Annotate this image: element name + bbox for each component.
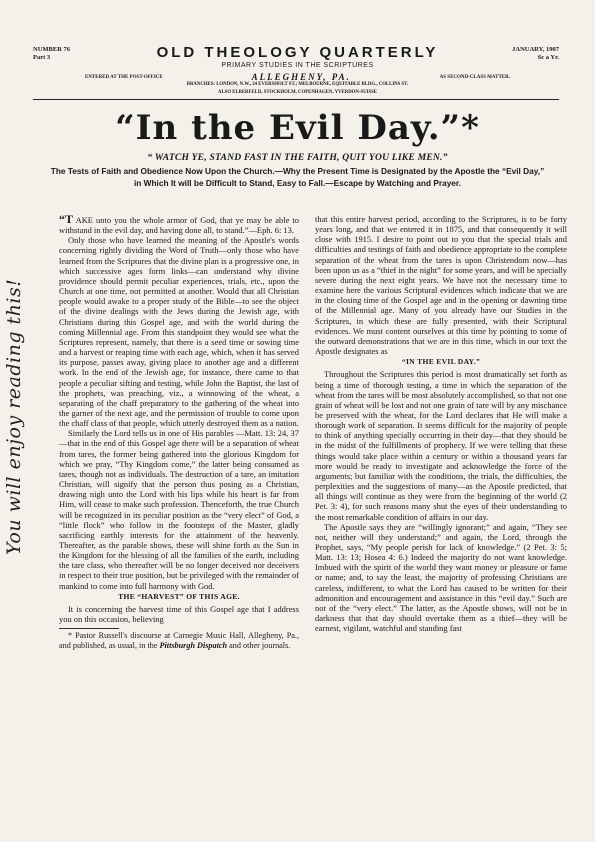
postal-line: [85, 72, 510, 82]
opening-text: AKE unto you the whole armor of God, that ye may be able to withstand in the evil day, and having done all, to stand.”—Eph. 6: 13.: [59, 215, 299, 236]
city-name: ALLEGHENY, PA.: [251, 72, 351, 82]
masthead-divider: [33, 99, 559, 100]
paragraph: Only those who have learned the meaning of the Apostle's words concerning rightly dividing the Word of Truth—only those who have learned from the Scriptures that the divine plan is a progressive one, in which successive ages form links—can understand why divine providence should permit peculiar experiences, trials, etc., upon the Church at one time, not permitted at another. Would that all Christian people would awake to a proper study of the Bible—to see the object of the divine dealings with the Jews during the Jewish age, with Christians during this Gospel age, and with the world during the coming Millennial age. From this standpoint they would see what the Scriptures represent, namely, that there is a seed time or sowing time and a harvest or reaping time with each age, which, when it has served its purpose, passes away, giving place to another age and a different work. In the end of the Jewish age, for instance, there came to that people a peculiar sifting and testing, while John the Baptist, the last of the prophets, was preaching, viz., a winnowing of the wheat, a separating of the chaff preparatory to the gathering of the wheat into the garner of the next age, and the permission of trouble to come upon the chaff class of that people, which utterly destroyed them as a nation.: [59, 235, 299, 429]
footnote-divider: [59, 628, 119, 629]
opening-paragraph: [59, 214, 299, 235]
footnote-newspaper: Pittsburgh Dispatch: [159, 641, 228, 651]
publication-title: OLD THEOLOGY QUARTERLY: [156, 44, 439, 61]
issue-number: NUMBER 76: [33, 46, 71, 53]
publication-subtitle: PRIMARY STUDIES IN THE SCRIPTURES: [221, 62, 374, 69]
paragraph: Similarly the Lord tells us in one of His parables —Matt. 13: 24, 37—that in the end of this Gospel age there will be a separation of wheat from tares, the former being gathered into the glorious Kingdom for which we pray, “Thy Kingdom come,” the latter being consumed as tares, though not as individuals. The destruction of a tare, an imitation Christian, will signify that the person thus posing as a Christian, drawing nigh unto the Lord with his lips while his heart is far from Him, will cease to make such profession. Thenceforth, the true Church will be recognized in its peculiar position as the “very elect” of God, a “little flock” who follow in the footsteps of the Master, gladly sacrificing earthly interests for the attainment of the heavenly. Thereafter, as the parable shows, these will shine forth as the Sun in the Kingdom for the blessing of all the families of the earth, including the tare class, who thereafter will be no longer deceived nor deceivers in respect to their true position, but be privileged with the remainder of mankind to come into full harmony with God.: [59, 428, 299, 591]
paragraph: Throughout the Scriptures this period is most dramatically set forth as being a time of thorough testing, a time in which the separation of the wheat from the tares will be most absolutely accomplished, so that not one grain of wheat will be lost and not one grain of tare will by any mischance be preserved with the wheat, for the Lord declares that He will make a thorough work of separation. It seems difficult for the majority of people to think of anything specially occurring in their day—that they should be in the midst of the fulfillments of prophecy. If we were telling that these things would take place within a century or within a thousand years far more would be ready to investigate and acknowledge the force of the arguments; but familiar with the conditions, the trials, the difficulties, the perplexities and the suggestions of many—as the Apostle predicted, that all things will continue as they were from the beginning of the world (2 Pet. 3: 4), for such reasons many shut the eyes of their understanding to the most remarkable condition of affairs in our day.: [315, 369, 567, 522]
branches-line-2: ALSO ELBERFELD, STOCKHOLM, COPENHAGEN, YVERDON-SUISSE: [218, 90, 377, 95]
issue-part: Part 3: [33, 54, 51, 61]
article-headline: “In the Evil Day.”*: [115, 108, 480, 148]
article-motto: “ WATCH YE, STAND FAST IN THE FAITH, QUIT YOU LIKE MEN.”: [147, 152, 448, 163]
footnote: [59, 631, 299, 651]
handwritten-note: You will enjoy reading this!: [3, 278, 25, 555]
paragraph: It is concerning the harvest time of this Gospel age that I address you on this occasion, believing: [59, 603, 299, 625]
left-column: [59, 214, 299, 651]
footnote-lead: * Pastor Russell's discourse at Carnegie Music Hall, Allegheny, Pa., and published, as usual, in the: [59, 631, 299, 651]
issue-price: 6c a Yr.: [537, 54, 559, 61]
entered-text: ENTERED AT THE POST-OFFICE: [85, 74, 163, 80]
issue-date: JANUARY, 1907: [512, 46, 559, 53]
paragraph: The Apostle says they are “willingly ignorant;” and again, “They see not, neither will they understand;” and again, the Lord, through the Prophet, says, “My people perish for lack of knowledge.” (2 Pet. 3: 5; Matt. 13: 13; Hosea 4: 6.) Indeed the majority do not want knowledge. Imbued with the spirit of the world they want money or pleasure or fame or name; and, to say the least, the majority of professing Christians are careless, indifferent, to what the Lord has caused to be written for their admonition and encouragement and assistance in this “evil day.” Such are not of the “very elect.” The latter, as the Apostle shows, will not be in darkness that that day should overtake them as a thief—they will be earnest, vigilant, watchful and standing fast: [315, 521, 567, 634]
article-subhead: The Tests of Faith and Obedience Now Upon the Church.—Why the Present Time is Designated by the Apostle the “Evil Day,” in Which It will be Difficult to Stand, Easy to Fall.—Escape by Watching and Prayer.: [50, 166, 545, 188]
drop-cap: “T: [59, 212, 74, 226]
section-heading: THE “HARVEST” OF THIS AGE.: [118, 591, 240, 601]
paragraph: that this entire harvest period, according to the Scriptures, is to be forty years long, and that we entered it in 1875, and that consequently it will close with 1915. I desire to point out to you that the special trials and difficulties and testings of faith and obedience appropriate to the complete separation of the wheat from the tares is upon Christendom now—has been upon us as a “thief in the night” for some years, and will be specially severe during the next eight years. We have not the necessary time to examine here the various Scriptural evidences which indicate that we are in the closing time of the Gospel age and in the opening or dawning time of the Millennial age. Many of you already have our Studies in the Scriptures, in which these are fully presented, with their Scriptural evidences. We must content ourselves at this time by pointing to some of the outward demonstrations that we are in this time, which in our text the Apostle designates as: [315, 214, 567, 357]
branches-line: BRANCHES: LONDON, N.W., 24 EVERSHOLT ST.; MELBOURNE, EQUITABLE BLDG., COLLINS ST.: [186, 82, 409, 87]
class-text: AS SECOND-CLASS MATTER.: [439, 74, 510, 80]
right-column: [315, 214, 567, 633]
section-heading: “IN THE EVIL DAY.”: [401, 357, 481, 367]
footnote-tail: and other journals.: [227, 641, 291, 651]
